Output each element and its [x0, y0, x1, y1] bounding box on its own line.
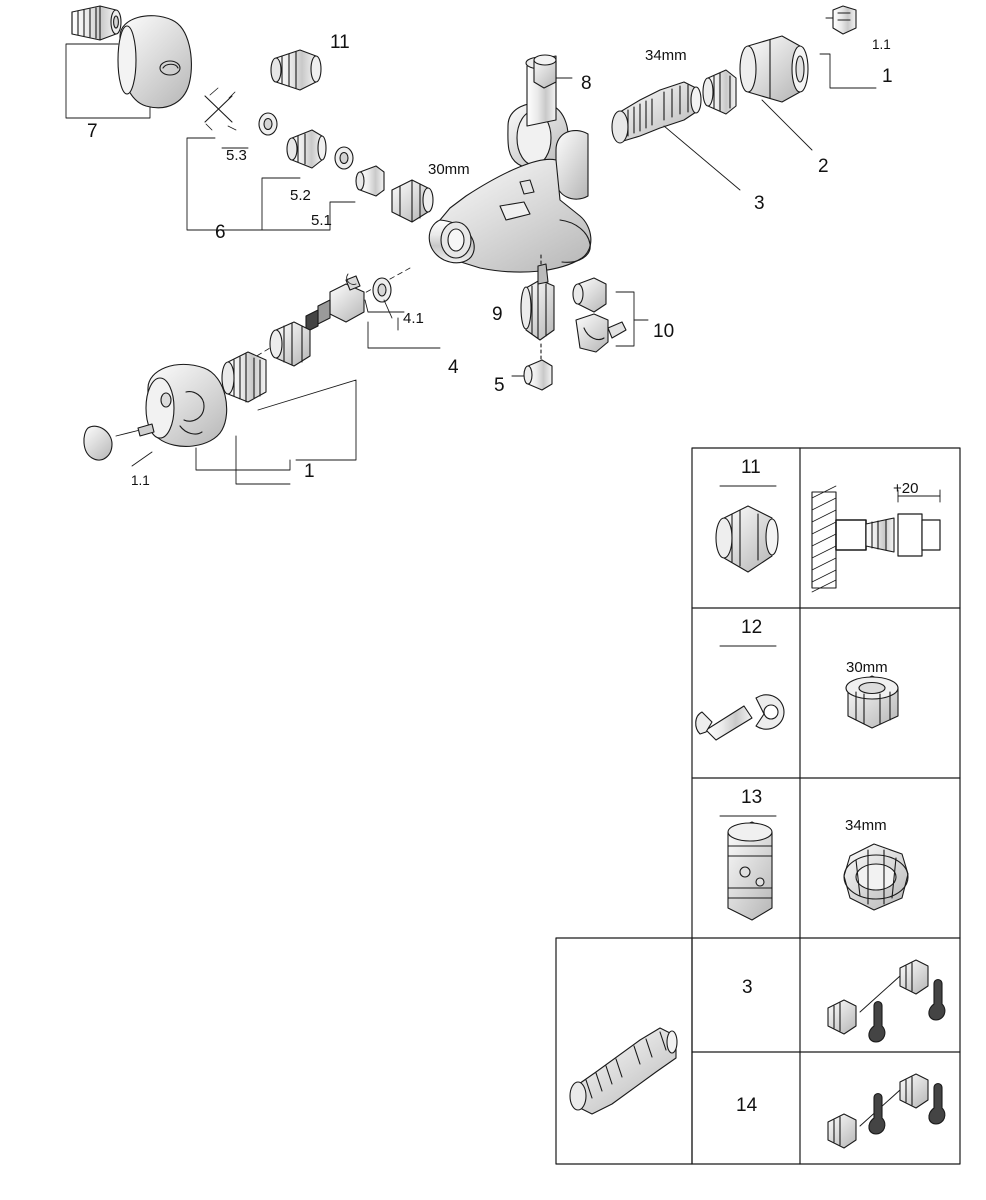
callout-7: 7	[87, 121, 98, 142]
callout-4-1: 4.1	[403, 310, 424, 327]
callout-3: 3	[754, 193, 765, 214]
callout-11-top: 11	[330, 32, 350, 53]
panel-label-11: 11	[741, 457, 761, 478]
callout-9: 9	[492, 304, 503, 325]
panel-detail-30mm: 30mm	[846, 659, 888, 676]
callout-1-1-top: 1.1	[872, 37, 891, 52]
panel-detail-34mm: 34mm	[845, 817, 887, 834]
panel-label-14: 14	[736, 1095, 758, 1116]
callout-10: 10	[653, 321, 675, 342]
callout-6: 6	[215, 222, 226, 243]
callout-5: 5	[494, 375, 505, 396]
callout-1-1-bottom: 1.1	[131, 473, 150, 488]
panel-detail-plus20: +20	[893, 480, 919, 497]
callout-5-1: 5.1	[311, 212, 332, 229]
callout-4: 4	[448, 357, 459, 378]
dimension-30mm: 30mm	[428, 161, 470, 178]
callout-1-top-right: 1	[882, 66, 893, 87]
dimension-34mm: 34mm	[645, 47, 687, 64]
panel-label-12: 12	[741, 617, 763, 638]
panel-label-3: 3	[742, 977, 753, 998]
callout-1-bottom: 1	[304, 461, 315, 482]
panel-label-13: 13	[741, 787, 763, 808]
callout-8: 8	[581, 73, 592, 94]
callout-5-3: 5.3	[226, 147, 247, 164]
callout-5-2: 5.2	[290, 187, 311, 204]
callout-2: 2	[818, 156, 829, 177]
